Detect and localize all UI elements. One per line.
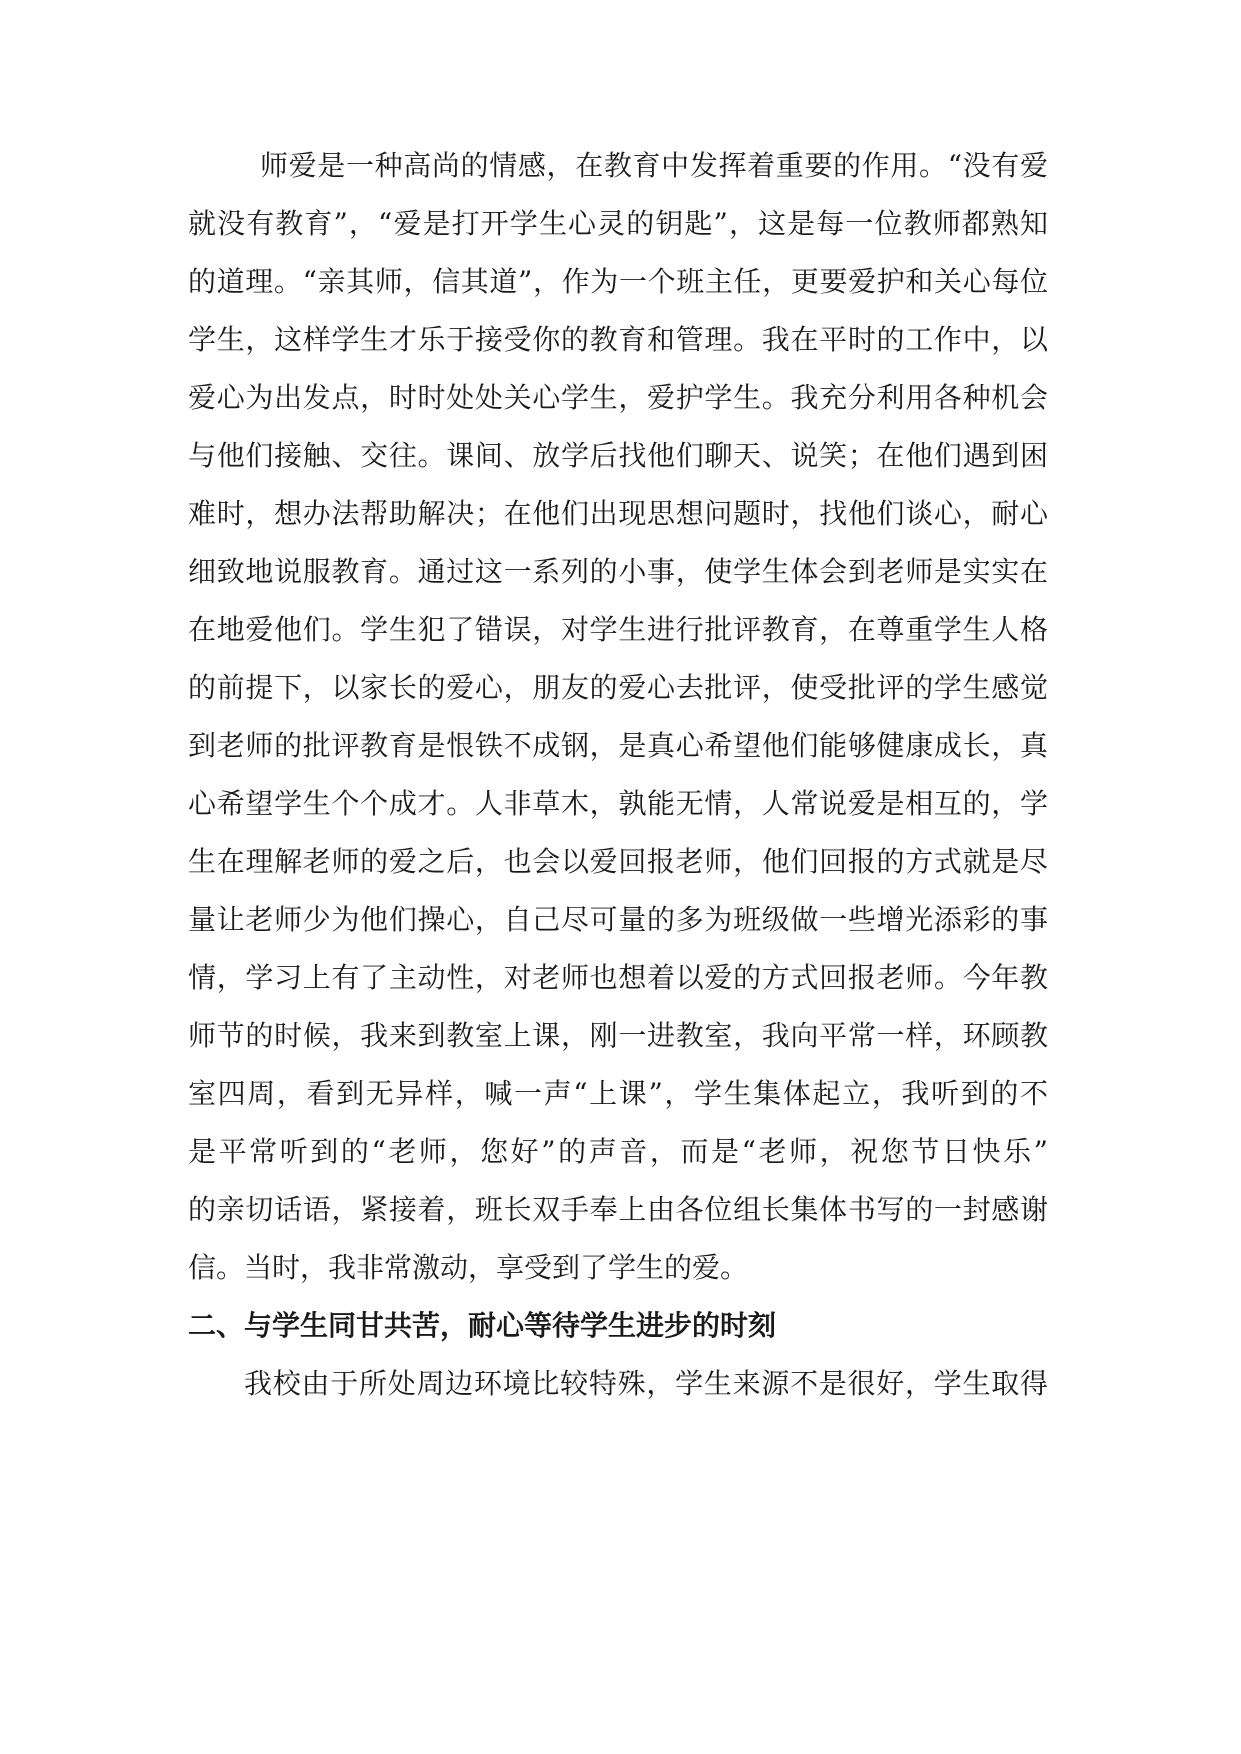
paragraph-line: 师节的时候，我来到教室上课，刚一进教室，我向平常一样，环顾教 (188, 1019, 1048, 1052)
paragraph-line: 到老师的批评教育是恨铁不成钢，是真心希望他们能够健康成长，真 (188, 729, 1048, 762)
paragraph-line: 的亲切话语，紧接着，班长双手奉上由各位组长集体书写的一封感谢 (188, 1193, 1048, 1226)
paragraph-line: 的前提下，以家长的爱心，朋友的爱心去批评，使受批评的学生感觉 (188, 671, 1048, 704)
section-heading: 二、与学生同甘共苦，耐心等待学生进步的时刻 (188, 1309, 777, 1342)
paragraph-line: 我校由于所处周边环境比较特殊，学生来源不是很好，学生取得 (244, 1367, 1048, 1400)
paragraph-line: 在地爱他们。学生犯了错误，对学生进行批评教育，在尊重学生人格 (188, 613, 1048, 646)
paragraph-line: 细致地说服教育。通过这一系列的小事，使学生体会到老师是实实在 (188, 555, 1048, 588)
paragraph-line: 心希望学生个个成才。人非草木，孰能无情，人常说爱是相互的，学 (188, 787, 1048, 820)
paragraph-line: 难时，想办法帮助解决；在他们出现思想问题时，找他们谈心，耐心 (188, 497, 1048, 530)
paragraph-line: 师爱是一种高尚的情感，在教育中发挥着重要的作用。“没有爱 (260, 149, 1048, 182)
paragraph-line: 爱心为出发点，时时处处关心学生，爱护学生。我充分利用各种机会 (188, 381, 1048, 414)
paragraph-line: 量让老师少为他们操心，自己尽可量的多为班级做一些增光添彩的事 (188, 903, 1048, 936)
paragraph-line: 学生，这样学生才乐于接受你的教育和管理。我在平时的工作中，以 (188, 323, 1048, 356)
paragraph-line: 室四周，看到无异样，喊一声“上课”，学生集体起立，我听到的不 (188, 1077, 1048, 1110)
paragraph-line: 与他们接触、交往。课间、放学后找他们聊天、说笑；在他们遇到困 (188, 439, 1048, 472)
paragraph-line: 就没有教育”，“爱是打开学生心灵的钥匙”，这是每一位教师都熟知 (188, 207, 1048, 240)
paragraph-line: 是平常听到的“老师，您好”的声音，而是“老师，祝您节日快乐” (188, 1135, 1048, 1168)
paragraph-line: 信。当时，我非常激动，享受到了学生的爱。 (188, 1251, 749, 1284)
paragraph-line: 的道理。“亲其师，信其道”，作为一个班主任，更要爱护和关心每位 (188, 265, 1048, 298)
paragraph-line: 生在理解老师的爱之后，也会以爱回报老师，他们回报的方式就是尽 (188, 845, 1048, 878)
paragraph-line: 情，学习上有了主动性，对老师也想着以爱的方式回报老师。今年教 (188, 961, 1048, 994)
